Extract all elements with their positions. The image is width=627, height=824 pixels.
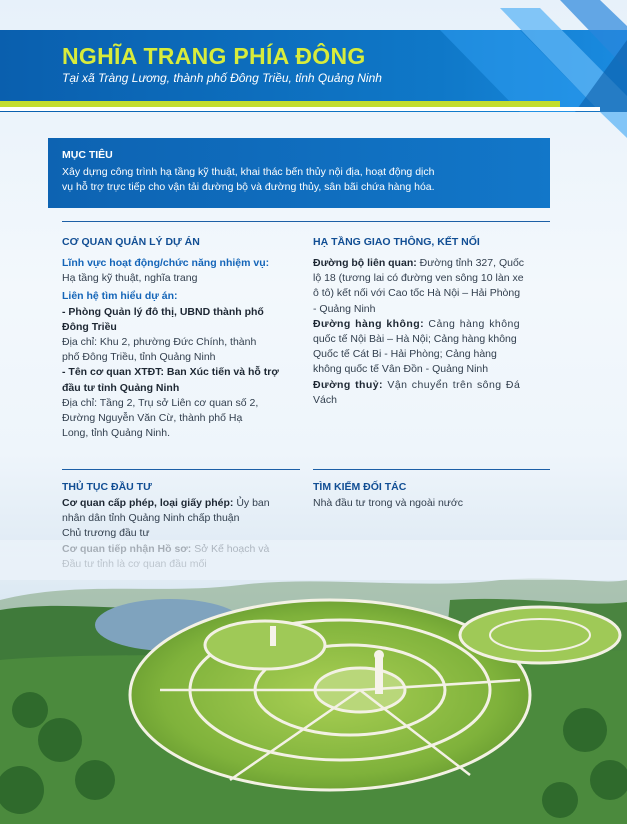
procedure-heading: THỦ TỤC ĐẦU TƯ (62, 481, 152, 493)
section-divider (313, 469, 550, 470)
contact-name: Đông Triều (62, 320, 117, 333)
header-white-stripe (0, 107, 600, 111)
contact-address: Địa chỉ: Khu 2, phường Đức Chính, thành (62, 336, 257, 349)
contact-address: Địa chỉ: Tầng 2, Trụ sở Liên cơ quan số 2, (62, 396, 259, 409)
contact-name: - Tên cơ quan XTĐT: Ban Xúc tiến và hỗ trợ (62, 366, 279, 379)
header-decoration (0, 0, 627, 140)
partner-text: Nhà đầu tư trong và ngoài nước (313, 497, 463, 509)
contact-address: phố Đông Triều, tỉnh Quảng Ninh (62, 351, 216, 364)
field-label: Lĩnh vực hoạt động/chức năng nhiệm vụ: (62, 257, 270, 269)
road-line: ô tô) kết nối với Cao tốc Hà Nội – Hải Phòng (313, 287, 521, 300)
air-line: quốc tế Nội Bài – Hà Nội; Cảng hàng không (313, 333, 517, 346)
license-line: Chủ trương đầu tư (62, 527, 150, 540)
water-label: Đường thuỷ: (313, 378, 384, 391)
license-label: Cơ quan cấp phép, loại giấy phép: (62, 497, 234, 509)
infra-block (313, 256, 553, 408)
agency-block (62, 256, 300, 441)
contact-name: đầu tư tỉnh Quảng Ninh (62, 381, 180, 394)
goal-line: Xây dựng công trình hạ tầng kỹ thuật, khai thác bến thủy nội địa, hoạt động dịch (62, 166, 435, 178)
goal-heading: MỤC TIÊU (62, 149, 113, 161)
cemetery-aerial-image (0, 540, 627, 824)
water-line: Vách (313, 393, 337, 406)
air-line: Quốc tế Cát Bi - Hải Phòng; Cảng hàng (313, 348, 497, 361)
goal-text (62, 165, 542, 195)
page-subtitle: Tại xã Tràng Lương, thành phố Đông Triều, tỉnh Quảng Ninh (62, 71, 382, 85)
infra-heading: HẠ TẦNG GIAO THÔNG, KẾT NỐI (313, 236, 480, 248)
agency-heading: CƠ QUAN QUẢN LÝ DỰ ÁN (62, 236, 200, 248)
air-label: Đường hàng không: (313, 317, 425, 330)
partner-heading: TÌM KIẾM ĐỐI TÁC (313, 481, 407, 493)
section-divider (62, 221, 550, 222)
contact-name: - Phòng Quản lý đô thị, UBND thành phố (62, 305, 264, 318)
road-line: - Quảng Ninh (313, 302, 376, 315)
contact-label: Liên hệ tìm hiểu dự án: (62, 290, 178, 303)
contact-address: Long, tỉnh Quảng Ninh. (62, 427, 170, 440)
section-divider (62, 469, 300, 470)
field-value: Hạ tầng kỹ thuật, nghĩa trang (62, 272, 198, 285)
air-line: không quốc tế Vân Đồn - Quảng Ninh (313, 363, 489, 376)
license-line: Cơ quan cấp phép, loại giấy phép: Ủy ban (62, 497, 270, 509)
road-label: Đường bộ liên quan: (313, 257, 417, 269)
air-line: Đường hàng không: Cảng hàng không (313, 317, 521, 330)
goal-box (48, 138, 550, 208)
contact-address: Đường Nguyễn Văn Cừ, thành phố Hạ (62, 412, 243, 425)
goal-line: vụ hỗ trợ trực tiếp cho vận tải đường bộ và đường thủy, sân bãi chứa hàng hóa. (62, 181, 435, 193)
road-line: Đường bộ liên quan: Đường tỉnh 327, Quốc (313, 257, 525, 269)
page-title: NGHĨA TRANG PHÍA ĐÔNG (62, 43, 366, 69)
water-line: Đường thuỷ: Vận chuyển trên sông Đá (313, 378, 521, 391)
road-line: lộ 18 (tương lai có đường ven sông 10 làn xe (313, 272, 524, 285)
license-line: nhân dân tỉnh Quảng Ninh chấp thuận (62, 512, 240, 525)
